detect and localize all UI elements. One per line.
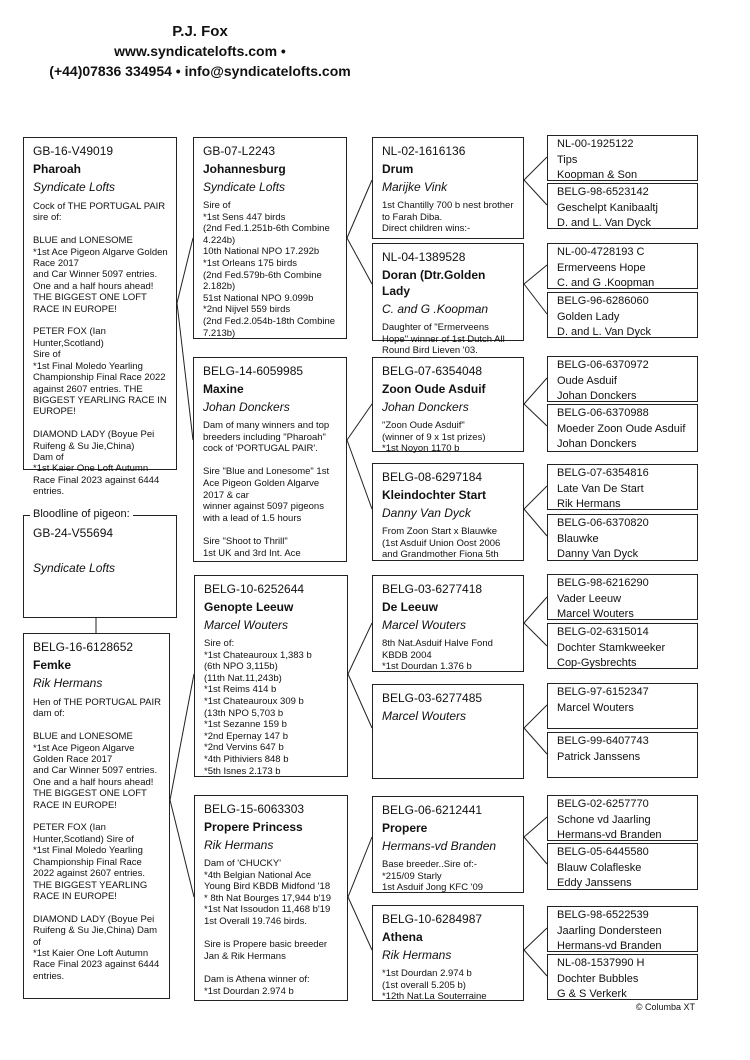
owner-contact: (+44)07836 334954 • info@syndicatelofts.com (49, 63, 351, 79)
ancestor-card (547, 795, 698, 841)
pigeon-notes: From Zoon Start x Blauwke (1st Asduif Union Oost 2006 and Grandmother Fiona 5th (382, 526, 501, 561)
breeder-name: Marcel Wouters (382, 618, 467, 632)
ancestor-card (547, 464, 698, 510)
great-grandparent-card (372, 243, 524, 357)
ring-number: NL-02-1616136 (382, 144, 466, 158)
ancestor-card (547, 183, 698, 229)
ancestor-card (547, 732, 698, 778)
ring-number: BELG-10-6284987 (382, 912, 483, 926)
ancestor-card (547, 243, 698, 289)
bloodline-ring-number: GB-24-V55694 (33, 526, 114, 540)
ring-number: BELG-97-6152347 (557, 686, 649, 698)
pigeon-notes: Daughter of "Ermerveens Hope" winner of 1st Dutch All Round Bird Lieven '03. (382, 322, 505, 357)
breeder-name: Johan Donckers (557, 438, 637, 450)
pigeon-name: Vader Leeuw (557, 592, 622, 605)
pigeon-name: Kleindochter Start (382, 488, 487, 502)
pigeon-name: Genopte Leeuw (204, 600, 294, 614)
ancestor-card (547, 135, 698, 181)
ring-number: BELG-99-6407743 (557, 735, 649, 747)
pigeon-name: Athena (382, 930, 423, 944)
breeder-name: Hermans-vd Branden (382, 839, 497, 853)
breeder-name: Rik Hermans (557, 498, 621, 510)
breeder-name: Rik Hermans (204, 838, 274, 852)
pigeon-name: Johannesburg (203, 162, 286, 176)
owner-website: www.syndicatelofts.com • (114, 43, 286, 59)
great-grandparent-card (372, 575, 524, 672)
great-grandparent-card (372, 463, 524, 561)
pigeon-name: Propere (382, 821, 428, 835)
pigeon-name: Jaarling Dondersteen (557, 924, 662, 937)
pigeon-name: Marcel Wouters (557, 701, 634, 714)
pigeon-notes: Dam of 'CHUCKY' *4th Belgian National Ace Young Bird KBDB Midfond '18 * 8th Nat Bourges 17,944 b'19 *1st Nat Issoudon 11,468 b'19 1st Overall 19.746 birds. Sire is Propere basic breeder Jan & Rik Hermans Dam is Athena winner of: *1st Dourdan 2.974 b (204, 858, 331, 997)
ring-number: BELG-16-6128652 (33, 640, 134, 654)
breeder-name: Marcel Wouters (557, 608, 634, 620)
pigeon-name: Blauwke (557, 532, 599, 545)
pigeon-name: Schone vd Jaarling (557, 813, 651, 826)
breeder-name: Johan Donckers (557, 390, 637, 402)
ancestor-card (547, 356, 698, 402)
ancestor-card (547, 623, 698, 669)
pigeon-name: Dochter Stamkweeker (557, 641, 666, 654)
pigeon-name: Oude Asduif (557, 374, 617, 387)
pigeon-notes: "Zoon Oude Asduif" (winner of 9 x 1st prizes) *1st Noyon 1170 b (382, 420, 486, 455)
breeder-name: Johan Donckers (382, 400, 469, 414)
ring-number: BELG-06-6212441 (382, 803, 483, 817)
breeder-name: Koopman & Son (557, 169, 638, 181)
copyright-footer: © Columba XT (635, 1002, 695, 1012)
ring-number: BELG-06-6370988 (557, 407, 649, 419)
great-grandparent-card (372, 137, 524, 239)
ancestor-card (547, 292, 698, 338)
pigeon-notes: 8th Nat.Asduif Halve Fond KBDB 2004 *1st Dourdan 1.376 b (382, 638, 493, 673)
pigeon-name: Late Van De Start (557, 482, 644, 495)
grandparent-card (194, 575, 348, 777)
great-grandparent-card (372, 905, 524, 1001)
ring-number: NL-08-1537990 H (557, 957, 645, 969)
bloodline-label: Bloodline of pigeon: (30, 508, 133, 520)
breeder-name: Danny Van Dyck (382, 506, 471, 520)
ancestor-card (547, 843, 698, 890)
breeder-name: Marijke Vink (382, 180, 448, 194)
pigeon-name: Moeder Zoon Oude Asduif (557, 422, 686, 435)
breeder-name: Syndicate Lofts (203, 180, 286, 194)
ring-number: BELG-07-6354816 (557, 467, 649, 479)
breeder-name: Danny Van Dyck (557, 548, 639, 560)
grandparent-card (194, 795, 348, 1001)
ring-number: NL-00-1925122 (557, 138, 634, 150)
breeder-name: C. and G .Koopman (382, 302, 489, 316)
pigeon-notes: *1st Dourdan 2.974 b (1st overall 5.205 b) *12th Nat.La Souterraine (382, 968, 487, 1003)
breeder-name: Marcel Wouters (204, 618, 289, 632)
ancestor-card (547, 574, 698, 620)
breeder-name: Eddy Janssens (557, 877, 632, 889)
pigeon-name: Blauw Colafleske (557, 861, 642, 874)
grandparent-card (193, 137, 347, 339)
breeder-name: Johan Donckers (203, 400, 290, 414)
ring-number: BELG-06-6370820 (557, 517, 649, 529)
ancestor-card (547, 683, 698, 729)
breeder-name: Hermans-vd Branden (557, 940, 662, 952)
ring-number: BELG-98-6522539 (557, 909, 649, 921)
breeder-name: G & S Verkerk (557, 988, 627, 1000)
pigeon-name: Golden Lady (557, 310, 620, 323)
owner-name: P.J. Fox (172, 23, 228, 40)
pigeon-name: Tips (557, 153, 578, 166)
pigeon-name: De Leeuw (382, 600, 439, 614)
ring-number: BELG-96-6286060 (557, 295, 649, 307)
breeder-name: D. and L. Van Dyck (557, 326, 651, 338)
pigeon-notes: Hen of THE PORTUGAL PAIR dam of: BLUE and LONESOME *1st Ace Pigeon Algarve Golden Race 2017 and Car Winner 5097 entries. One and a half hours ahead! THE BIGGEST ONE LOFT RACE IN EUROPE! PETER FOX (Ian Hunter,Scotland) Sire of *1st Final Moledo Yearling Championship Final Race 2022 against 2607 entries. THE BIGGEST YEARLING RACE IN EUROPE! DIAMOND LADY (Boyue Pei Ruifeng & Su Jie,China) Dam of *1st Kaier One Loft Autumn Race Final 2023 against 6444 entries. (33, 697, 161, 982)
pigeon-name: Geschelpt Kanibaaltj (557, 201, 658, 214)
ring-number: BELG-10-6252644 (204, 582, 305, 596)
great-grandparent-card (372, 684, 524, 779)
great-grandparent-card (372, 796, 524, 893)
ancestor-card (547, 404, 698, 452)
grandparent-card (193, 357, 347, 562)
pigeon-name: Ermerveens Hope (557, 261, 646, 274)
ancestor-card (547, 906, 698, 952)
bloodline-card (23, 515, 177, 618)
pigeon-name: Propere Princess (204, 820, 303, 834)
pigeon-name: Pharoah (33, 162, 82, 176)
ring-number: BELG-06-6370972 (557, 359, 649, 371)
ancestor-card (547, 514, 698, 561)
pigeon-name: Drum (382, 162, 414, 176)
pigeon-name: Maxine (203, 382, 244, 396)
ring-number: NL-04-1389528 (382, 250, 466, 264)
pigeon-notes: 1st Chantilly 700 b nest brother to Farah Diba. Direct children wins:- (382, 200, 514, 235)
breeder-name: Syndicate Lofts (33, 180, 116, 194)
pigeon-notes: Sire of: *1st Chateauroux 1,383 b (6th NPO 3,115b) (11th Nat.11,243b) *1st Reims 414 b *1st Chateauroux 309 b (13th NPO 5,703 b *1st Sezanne 159 b *2nd Epernay 147 b *2nd Vervins 647 b *4th Pithiviers 848 b *5th Isnes 2.173 b (204, 638, 312, 777)
ancestor-card (547, 954, 698, 1000)
pigeon-name: Dochter Bubbles (557, 972, 639, 985)
ring-number: BELG-98-6216290 (557, 577, 649, 589)
breeder-name: Rik Hermans (33, 676, 103, 690)
ring-number: BELG-08-6297184 (382, 470, 483, 484)
ring-number: BELG-07-6354048 (382, 364, 483, 378)
pigeon-name: Doran (Dtr.Golden Lady (382, 268, 486, 298)
breeder-name: Marcel Wouters (382, 709, 467, 723)
breeder-name: Rik Hermans (382, 948, 452, 962)
ring-number: BELG-05-6445580 (557, 846, 649, 858)
ring-number: BELG-03-6277418 (382, 582, 483, 596)
dam-pigeon-card (23, 633, 170, 999)
ring-number: GB-16-V49019 (33, 144, 114, 158)
ring-number: BELG-98-6523142 (557, 186, 649, 198)
breeder-name: Cop-Gysbrechts (557, 657, 637, 669)
breeder-name: Hermans-vd Branden (557, 829, 662, 841)
ring-number: BELG-02-6315014 (557, 626, 649, 638)
great-grandparent-card (372, 357, 524, 455)
breeder-name: C. and G .Koopman (557, 277, 655, 289)
pigeon-name: Patrick Janssens (557, 750, 641, 763)
pigeon-notes: Dam of many winners and top breeders including "Pharoah" cock of 'PORTUGAL PAIR'. Sire "Blue and Lonesome" 1st Ace Pigeon Golden Algarve 2017 & car winner against 5097 pigeons with a lead of 1.5 hours Sire "Shoot to Thrill" 1st UK and 3rd Int. Ace (203, 420, 330, 559)
bloodline-breeder: Syndicate Lofts (33, 561, 116, 575)
pigeon-name: Zoon Oude Asduif (382, 382, 486, 396)
subject-pigeon-card (23, 137, 177, 498)
ring-number: NL-00-4728193 C (557, 246, 645, 258)
pigeon-notes: Sire of *1st Sens 447 birds (2nd Fed.1.251b-6th Combine 4.224b) 10th National NPO 17.292b *1st Orleans 175 birds (2nd Fed.579b-6th Combine 2.182b) 51st National NPO 9.099b *2nd Nijvel 559 birds (2nd Fed.2.054b-18th Combine 7.213b) (203, 200, 336, 339)
pigeon-name: Femke (33, 658, 72, 672)
breeder-name: D. and L. Van Dyck (557, 217, 651, 229)
ring-number: GB-07-L2243 (203, 144, 276, 158)
ring-number: BELG-14-6059985 (203, 364, 304, 378)
ring-number: BELG-15-6063303 (204, 802, 305, 816)
ring-number: BELG-03-6277485 (382, 691, 483, 705)
ring-number: BELG-02-6257770 (557, 798, 649, 810)
pigeon-notes: Cock of THE PORTUGAL PAIR sire of: BLUE and LONESOME *1st Ace Pigeon Algarve Golden Race 2017 and Car Winner 5097 entries. One and a half hours ahead! THE BIGGEST ONE LOFT RACE IN EUROPE! PETER FOX (Ian Hunter,Scotland) Sire of *1st Final Moledo Yearling Championship Final Race 2022 against 2607 entries. THE BIGGEST YEARLING RACE IN EUROPE! DIAMOND LADY (Boyue Pei Ruifeng & Su Jie,China) Dam of *1st Kaier One Loft Autumn Race Final 2023 against 6444 entries. (33, 201, 168, 498)
pigeon-notes: Base breeder..Sire of:- *215/09 Starly 1st Asduif Jong KFC '09 (382, 859, 484, 894)
